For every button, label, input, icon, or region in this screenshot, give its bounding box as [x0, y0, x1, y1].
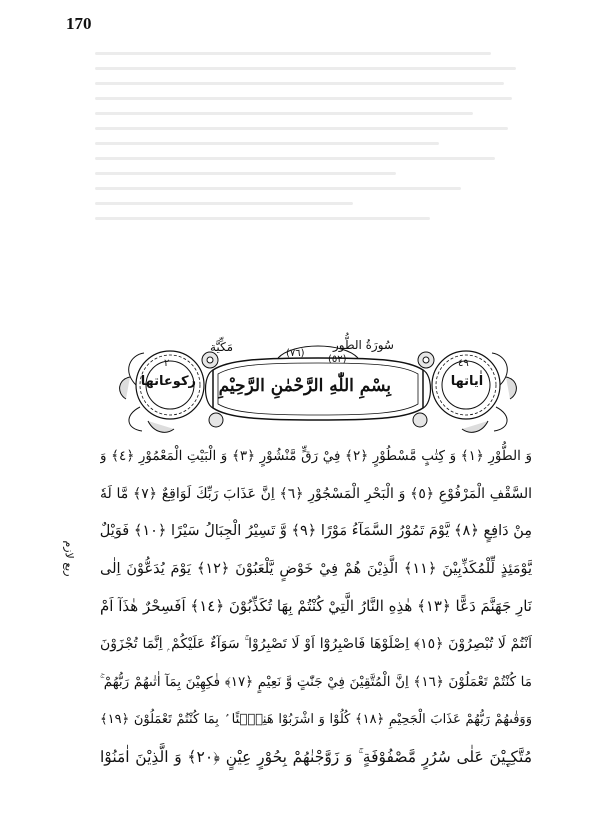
verse-line: مَا كُنْتُمْ تَعْمَلُوْنَ ﴿١٦﴾ اِنَّ الْمُتَّقِيْنَ فِيْ جَنّٰتٍ وَّ نَعِيْمٍ ﴿١٧﴾ فٰكِهِيْنَ بِمَآ اٰتٰىهُمْ رَبُّهُمْ ۚ — [100, 673, 532, 690]
surah-header — [118, 330, 518, 438]
verse-line: اَنْتُمْ لَا تُبْصِرُوْنَ ﴿١٥﴾ اِصْلَوْهَا فَاصْبِرُوْٓا اَوْ لَا تَصْبِرُوْا ۚ سَوَآءٌ عَلَيْكُمْ ۭ اِنَّمَا تُجْزَوْنَ — [100, 635, 532, 652]
verse-line: يَّوْمَئِذٍ لِّلْمُكَذِّبِيْنَ ﴿١١﴾ الَّذِيْنَ هُمْ فِيْ خَوْضٍ يَّلْعَبُوْنَ ﴿١٢﴾ يَوْمَ يُدَعُّوْنَ اِلٰى — [100, 560, 532, 577]
surah-order: (٥٢) — [328, 354, 347, 365]
margin-note — [60, 534, 78, 584]
verse-line: مِنْ دَافِعٍ ﴿٨﴾ يَّوْمَ تَمُوْرُ السَّمَآءُ مَوْرًا ﴿٩﴾ وَّ تَسِيْرُ الْجِبَالُ سَيْرًا ﴿١٠﴾ فَوَيْلٌ — [100, 523, 532, 540]
surah-name: سُورَةُ الطُّور — [333, 338, 394, 352]
verse-line: وَوَقٰىهُمْ رَبُّهُمْ عَذَابَ الْجَحِيْمِ ﴿١٨﴾ كُلُوْا وَ اشْرَبُوْا هَنِيْۗئًا ۢ بِمَا كُنْتُمْ تَعْمَلُوْنَ ﴿١٩﴾ — [100, 712, 532, 728]
show-through-text — [95, 52, 525, 252]
verse-block — [100, 438, 532, 776]
revelation-type: مَكِّيَّة — [210, 340, 234, 354]
basmala: بِسْمِ اللّٰهِ الرَّحْمٰنِ الرَّحِيْمِ — [218, 376, 391, 396]
verse-line: نَارِ جَهَنَّمَ دَعًّا ﴿١٣﴾ هٰذِهِ النَّارُ الَّتِيْ كُنْتُمْ بِهَا تُكَذِّبُوْنَ ﴿١٤﴾ اَفَسِحْرٌ هٰذَآ اَمْ — [100, 597, 532, 616]
margin-note-text: ربع لازم — [62, 540, 76, 577]
revelation-order: (٧٦) — [286, 348, 305, 359]
rukus-count: ٢ — [164, 358, 170, 369]
page-number: 170 — [66, 14, 92, 33]
ayat-label: اٰياتها — [450, 374, 484, 389]
verse-line: مُتَّكِـِٕيْنَ عَلٰى سُرُرٍ مَّصْفُوْفَةٍ ۚ وَ زَوَّجْنٰهُمْ بِحُوْرٍ عِيْنٍ ﴿٢٠﴾ وَ الَّذِيْنَ اٰمَنُوْا — [100, 747, 532, 766]
verse-line: السَّقْفِ الْمَرْفُوْعِ ﴿٥﴾ وَ الْبَحْرِ الْمَسْجُوْرِ ﴿٦﴾ اِنَّ عَذَابَ رَبِّكَ لَوَاقِعٌ ﴿٧﴾ مَّا لَهٗ — [100, 485, 532, 502]
verse-line: وَ الطُّوْرِ ﴿١﴾ وَ كِتٰبٍ مَّسْطُوْرٍ ﴿٢﴾ فِيْ رَقٍّ مَّنْشُوْرٍ ﴿٣﴾ وَ الْبَيْتِ الْمَعْمُوْرِ ﴿٤﴾ وَ — [100, 448, 532, 464]
ayat-count: ٤٩ — [458, 358, 469, 369]
rukus-label: ركوعاتها — [140, 374, 196, 389]
